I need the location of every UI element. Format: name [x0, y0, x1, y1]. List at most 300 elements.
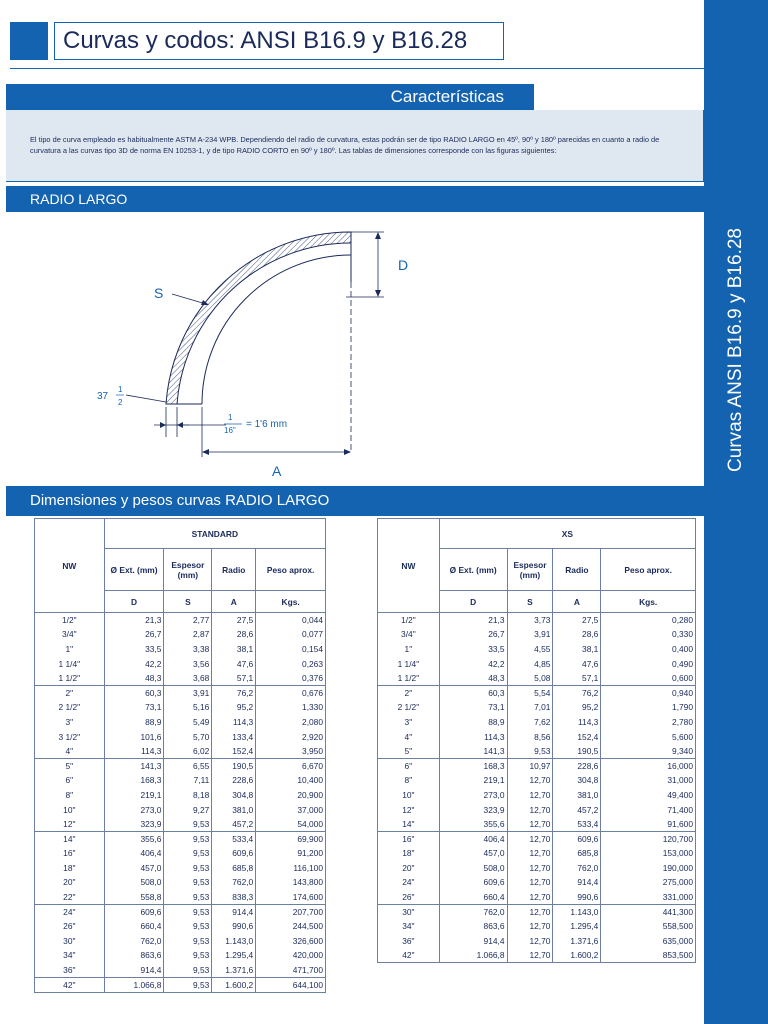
table-cell: 914,4 [439, 934, 507, 949]
table-cell: 3,38 [164, 642, 212, 657]
table-cell: 0,263 [256, 656, 326, 671]
table-cell: 12,70 [507, 948, 553, 963]
table-cell: 6,02 [164, 744, 212, 759]
elbow-inner-curve [202, 255, 351, 404]
elbow-figure [6, 212, 704, 484]
table-cell: 0,940 [601, 685, 696, 700]
table-cell: 6,670 [256, 758, 326, 773]
table-cell: 0,154 [256, 642, 326, 657]
nw-cell: 30" [378, 904, 440, 919]
nw-cell: 1 1/4" [35, 656, 105, 671]
table-cell: 609,6 [553, 831, 601, 846]
table-cell: 3,73 [507, 613, 553, 628]
table-cell: 168,3 [439, 758, 507, 773]
nw-cell: 3" [378, 715, 440, 730]
table-cell: 12,70 [507, 788, 553, 803]
table-cell: 762,0 [553, 861, 601, 876]
table-cell: 609,6 [439, 875, 507, 890]
table-cell: 91,200 [256, 846, 326, 861]
table-cell: 60,3 [104, 685, 164, 700]
table-row [378, 715, 696, 730]
table-row [378, 861, 696, 876]
table-cell: 685,8 [553, 846, 601, 861]
nw-cell: 36" [378, 934, 440, 949]
nw-cell: 34" [35, 948, 105, 963]
table-cell: 33,5 [104, 642, 164, 657]
table-cell: 273,0 [104, 802, 164, 817]
header-square [10, 22, 48, 60]
table-cell: 3,68 [164, 671, 212, 686]
table-cell: 0,044 [256, 613, 326, 628]
nw-cell: 2 1/2" [378, 700, 440, 715]
table-cell: 9,53 [164, 846, 212, 861]
table-cell: 1,790 [601, 700, 696, 715]
table-cell: 609,6 [212, 846, 256, 861]
nw-cell: 2 1/2" [35, 700, 105, 715]
table-cell: 1.295,4 [553, 919, 601, 934]
table-row [378, 904, 696, 919]
table-row [378, 934, 696, 949]
table-row [35, 773, 326, 788]
fraction-denominator: 16" [224, 426, 236, 435]
table-cell: 88,9 [439, 715, 507, 730]
table-cell: 12,70 [507, 861, 553, 876]
col-header: Ø Ext. (mm) [439, 549, 507, 591]
table-cell: 71,400 [601, 802, 696, 817]
col-subheader: S [164, 591, 212, 613]
table-row [35, 758, 326, 773]
fraction-numerator: 1 [228, 413, 233, 422]
table-cell: 533,4 [553, 817, 601, 832]
table-cell: 0,280 [601, 613, 696, 628]
nw-cell: 1 1/4" [378, 656, 440, 671]
table-row [378, 744, 696, 759]
col-header: Radio [553, 549, 601, 591]
nw-cell: 12" [378, 802, 440, 817]
table-row [35, 642, 326, 657]
table-cell: 114,3 [439, 729, 507, 744]
table-row [35, 846, 326, 861]
table-cell: 1.600,2 [553, 948, 601, 963]
table-cell: 644,100 [256, 977, 326, 992]
table-cell: 3,91 [164, 685, 212, 700]
nw-cell: 42" [35, 977, 105, 992]
table-cell: 168,3 [104, 773, 164, 788]
nw-cell: 2" [378, 685, 440, 700]
table-row [35, 875, 326, 890]
table-cell: 57,1 [553, 671, 601, 686]
table-cell: 1.371,6 [553, 934, 601, 949]
table-cell: 73,1 [104, 700, 164, 715]
table-cell: 27,5 [212, 613, 256, 628]
nw-cell: 3/4" [378, 627, 440, 642]
table-row [378, 758, 696, 773]
table-row [378, 656, 696, 671]
table-cell: 38,1 [553, 642, 601, 657]
col-header: Ø Ext. (mm) [104, 549, 164, 591]
table-row [35, 977, 326, 992]
table-cell: 69,900 [256, 831, 326, 846]
table-cell: 152,4 [553, 729, 601, 744]
nw-cell: 1 1/2" [35, 671, 105, 686]
table-cell: 12,70 [507, 831, 553, 846]
table-cell: 609,6 [104, 904, 164, 919]
table-cell: 5,08 [507, 671, 553, 686]
table-cell: 685,8 [212, 861, 256, 876]
table-cell: 9,53 [164, 875, 212, 890]
table-cell: 406,4 [439, 831, 507, 846]
caracteristicas-text: El tipo de curva empleado es habitualmente ASTM A-234 WPB. Dependiendo del radio de curvatura, estas podrán ser de tipo RADIO LARGO en 45º, 90º y 180º parecidas en cuanto a radio de curvatura a las curvas tipo 3D de norma EN 10253-1, y de tipo RADIO CORTO en 90º y 180º. Las tablas de dimensiones corresponde con las figuras siguientes: [30, 135, 660, 155]
table-row [378, 831, 696, 846]
table-cell: 12,70 [507, 875, 553, 890]
table-row [378, 948, 696, 963]
table-cell: 1.143,0 [212, 934, 256, 949]
table-cell: 0,490 [601, 656, 696, 671]
nw-cell: 10" [35, 802, 105, 817]
table-cell: 9,53 [164, 919, 212, 934]
table-cell: 838,3 [212, 890, 256, 905]
angle-denominator: 2 [118, 398, 123, 407]
nw-cell: 3 1/2" [35, 729, 105, 744]
table-cell: 16,000 [601, 758, 696, 773]
table-cell: 26,7 [439, 627, 507, 642]
table-cell: 28,6 [553, 627, 601, 642]
table-cell: 76,2 [212, 685, 256, 700]
table-cell: 153,000 [601, 846, 696, 861]
nw-cell: 18" [378, 846, 440, 861]
nw-cell: 36" [35, 963, 105, 978]
table-cell: 990,6 [553, 890, 601, 905]
table-cell: 9,53 [164, 934, 212, 949]
table-row [378, 642, 696, 657]
table-cell: 54,000 [256, 817, 326, 832]
table-cell: 2,780 [601, 715, 696, 730]
radio-largo-heading: RADIO LARGO [6, 186, 704, 212]
table-row [35, 890, 326, 905]
table-cell: 533,4 [212, 831, 256, 846]
table-cell: 3,56 [164, 656, 212, 671]
table-cell: 76,2 [553, 685, 601, 700]
table-cell: 42,2 [439, 656, 507, 671]
table-cell: 914,4 [553, 875, 601, 890]
table-cell: 1.600,2 [212, 977, 256, 992]
table-cell: 331,000 [601, 890, 696, 905]
table-cell: 1.066,8 [439, 948, 507, 963]
table-cell: 0,330 [601, 627, 696, 642]
table-cell: 190,5 [212, 758, 256, 773]
col-subheader: A [553, 591, 601, 613]
table-cell: 5,49 [164, 715, 212, 730]
nw-cell: 5" [378, 744, 440, 759]
table-cell: 9,53 [164, 963, 212, 978]
table-cell: 3,91 [507, 627, 553, 642]
table-cell: 9,53 [164, 948, 212, 963]
nw-cell: 1" [378, 642, 440, 657]
nw-cell: 10" [378, 788, 440, 803]
table-cell: 990,6 [212, 919, 256, 934]
nw-cell: 42" [378, 948, 440, 963]
nw-cell: 14" [378, 817, 440, 832]
table-cell: 3,950 [256, 744, 326, 759]
table-row [378, 685, 696, 700]
col-header: Radio [212, 549, 256, 591]
table-cell: 49,400 [601, 788, 696, 803]
table-row [35, 613, 326, 628]
table-row [378, 875, 696, 890]
table-cell: 914,4 [104, 963, 164, 978]
table-cell: 7,11 [164, 773, 212, 788]
table-cell: 6,55 [164, 758, 212, 773]
table-cell: 12,70 [507, 919, 553, 934]
col-subheader: D [104, 591, 164, 613]
table-row [378, 700, 696, 715]
table-cell: 120,700 [601, 831, 696, 846]
table-row [35, 788, 326, 803]
table-cell: 471,700 [256, 963, 326, 978]
table-row [378, 788, 696, 803]
table-cell: 37,000 [256, 802, 326, 817]
xs-table [377, 518, 696, 963]
table-cell: 8,56 [507, 729, 553, 744]
table-cell: 4,55 [507, 642, 553, 657]
table-cell: 91,600 [601, 817, 696, 832]
table-cell: 21,3 [104, 613, 164, 628]
table-cell: 0,400 [601, 642, 696, 657]
table-cell: 4,85 [507, 656, 553, 671]
nw-cell: 22" [35, 890, 105, 905]
xs-header: XS [439, 519, 695, 549]
table-cell: 508,0 [104, 875, 164, 890]
table-cell: 21,3 [439, 613, 507, 628]
table-cell: 7,62 [507, 715, 553, 730]
side-title: Curvas ANSI B16.9 y B16.28 [725, 228, 746, 472]
table-cell: 228,6 [212, 773, 256, 788]
label-s: S [154, 285, 164, 301]
nw-cell: 3/4" [35, 627, 105, 642]
table-cell: 95,2 [212, 700, 256, 715]
caracteristicas-heading: Características [6, 84, 534, 110]
table-cell: 2,920 [256, 729, 326, 744]
table-row [378, 846, 696, 861]
table-cell: 0,077 [256, 627, 326, 642]
table-row [35, 671, 326, 686]
tolerance-label: = 1'6 mm [246, 419, 288, 430]
table-cell: 5,16 [164, 700, 212, 715]
nw-cell: 24" [35, 904, 105, 919]
nw-cell: 12" [35, 817, 105, 832]
nw-cell: 6" [378, 758, 440, 773]
table-cell: 863,6 [439, 919, 507, 934]
table-cell: 73,1 [439, 700, 507, 715]
elbow-drawing [6, 212, 704, 484]
nw-cell: 20" [378, 861, 440, 876]
table-cell: 12,70 [507, 773, 553, 788]
table-cell: 0,676 [256, 685, 326, 700]
table-cell: 9,53 [164, 904, 212, 919]
table-row [378, 671, 696, 686]
page-title: Curvas y codos: ANSI B16.9 y B16.28 [54, 22, 504, 60]
table-cell: 114,3 [553, 715, 601, 730]
table-cell: 228,6 [553, 758, 601, 773]
table-row [35, 948, 326, 963]
col-header: Espesor (mm) [507, 549, 553, 591]
table-cell: 9,53 [164, 890, 212, 905]
table-cell: 143,800 [256, 875, 326, 890]
nw-cell: 20" [35, 875, 105, 890]
table-cell: 1,330 [256, 700, 326, 715]
table-cell: 5,70 [164, 729, 212, 744]
nw-cell: 18" [35, 861, 105, 876]
nw-cell: 1 1/2" [378, 671, 440, 686]
table-cell: 420,000 [256, 948, 326, 963]
label-a: A [272, 463, 282, 479]
table-cell: 660,4 [439, 890, 507, 905]
nw-cell: 34" [378, 919, 440, 934]
table-cell: 635,000 [601, 934, 696, 949]
table-row [35, 685, 326, 700]
table-cell: 5,600 [601, 729, 696, 744]
col-header: Peso aprox. [256, 549, 326, 591]
table-cell: 47,6 [553, 656, 601, 671]
table-row [378, 817, 696, 832]
col-subheader: D [439, 591, 507, 613]
table-row [35, 963, 326, 978]
nw-cell: 6" [35, 773, 105, 788]
table-cell: 1.295,4 [212, 948, 256, 963]
table-row [35, 934, 326, 949]
nw-cell: 8" [35, 788, 105, 803]
dimensions-heading: Dimensiones y pesos curvas RADIO LARGO [6, 486, 704, 516]
table-cell: 457,0 [104, 861, 164, 876]
table-row [378, 802, 696, 817]
table-cell: 10,400 [256, 773, 326, 788]
table-cell: 323,9 [104, 817, 164, 832]
col-subheader: Kgs. [256, 591, 326, 613]
header-divider [10, 68, 704, 69]
table-cell: 26,7 [104, 627, 164, 642]
table-cell: 20,900 [256, 788, 326, 803]
table-cell: 326,600 [256, 934, 326, 949]
col-header: Espesor (mm) [164, 549, 212, 591]
table-cell: 273,0 [439, 788, 507, 803]
table-cell: 762,0 [439, 904, 507, 919]
table-cell: 8,18 [164, 788, 212, 803]
table-cell: 141,3 [439, 744, 507, 759]
table-row [35, 817, 326, 832]
nw-cell: 1" [35, 642, 105, 657]
table-row [35, 802, 326, 817]
side-band [704, 0, 768, 1024]
nw-cell: 2" [35, 685, 105, 700]
table-cell: 152,4 [212, 744, 256, 759]
table-cell: 9,53 [164, 817, 212, 832]
table-cell: 12,70 [507, 904, 553, 919]
table-cell: 9,53 [164, 831, 212, 846]
table-row [35, 904, 326, 919]
table-cell: 42,2 [104, 656, 164, 671]
table-row [35, 700, 326, 715]
table-row [35, 729, 326, 744]
table-row [35, 715, 326, 730]
table-cell: 1.371,6 [212, 963, 256, 978]
table-cell: 660,4 [104, 919, 164, 934]
table-cell: 219,1 [104, 788, 164, 803]
nw-cell: 26" [378, 890, 440, 905]
table-cell: 101,6 [104, 729, 164, 744]
table-cell: 381,0 [553, 788, 601, 803]
table-cell: 558,500 [601, 919, 696, 934]
angle-numerator: 1 [118, 385, 123, 394]
table-cell: 244,500 [256, 919, 326, 934]
table-cell: 406,4 [104, 846, 164, 861]
table-cell: 48,3 [104, 671, 164, 686]
table-cell: 9,340 [601, 744, 696, 759]
table-cell: 0,600 [601, 671, 696, 686]
table-cell: 114,3 [104, 744, 164, 759]
nw-cell: 8" [378, 773, 440, 788]
col-subheader: A [212, 591, 256, 613]
table-cell: 57,1 [212, 671, 256, 686]
angle-whole: 37 [97, 391, 109, 402]
table-cell: 48,3 [439, 671, 507, 686]
table-cell: 207,700 [256, 904, 326, 919]
table-cell: 2,87 [164, 627, 212, 642]
nw-cell: 4" [378, 729, 440, 744]
table-cell: 863,6 [104, 948, 164, 963]
table-cell: 9,53 [164, 861, 212, 876]
table-cell: 12,70 [507, 802, 553, 817]
table-cell: 31,000 [601, 773, 696, 788]
table-cell: 1.143,0 [553, 904, 601, 919]
table-cell: 441,300 [601, 904, 696, 919]
nw-cell: 5" [35, 758, 105, 773]
table-row [35, 744, 326, 759]
nw-cell: 14" [35, 831, 105, 846]
table-cell: 853,500 [601, 948, 696, 963]
nw-cell: 16" [378, 831, 440, 846]
table-row [35, 627, 326, 642]
table-cell: 95,2 [553, 700, 601, 715]
table-cell: 9,53 [164, 977, 212, 992]
table-cell: 0,376 [256, 671, 326, 686]
nw-cell: 16" [35, 846, 105, 861]
table-row [378, 773, 696, 788]
table-cell: 60,3 [439, 685, 507, 700]
table-cell: 190,5 [553, 744, 601, 759]
table-row [35, 861, 326, 876]
standard-table [34, 518, 326, 993]
standard-header: STANDARD [104, 519, 325, 549]
table-cell: 355,6 [439, 817, 507, 832]
table-cell: 457,2 [553, 802, 601, 817]
table-cell: 7,01 [507, 700, 553, 715]
table-cell: 9,53 [507, 744, 553, 759]
table-cell: 47,6 [212, 656, 256, 671]
table-cell: 12,70 [507, 890, 553, 905]
nw-cell: 4" [35, 744, 105, 759]
table-row [35, 919, 326, 934]
nw-cell: 1/2" [35, 613, 105, 628]
table-cell: 12,70 [507, 817, 553, 832]
col-header: Peso aprox. [601, 549, 696, 591]
table-row [35, 656, 326, 671]
table-row [378, 613, 696, 628]
table-cell: 762,0 [212, 875, 256, 890]
col-subheader: S [507, 591, 553, 613]
table-cell: 190,000 [601, 861, 696, 876]
table-row [378, 627, 696, 642]
table-row [378, 919, 696, 934]
